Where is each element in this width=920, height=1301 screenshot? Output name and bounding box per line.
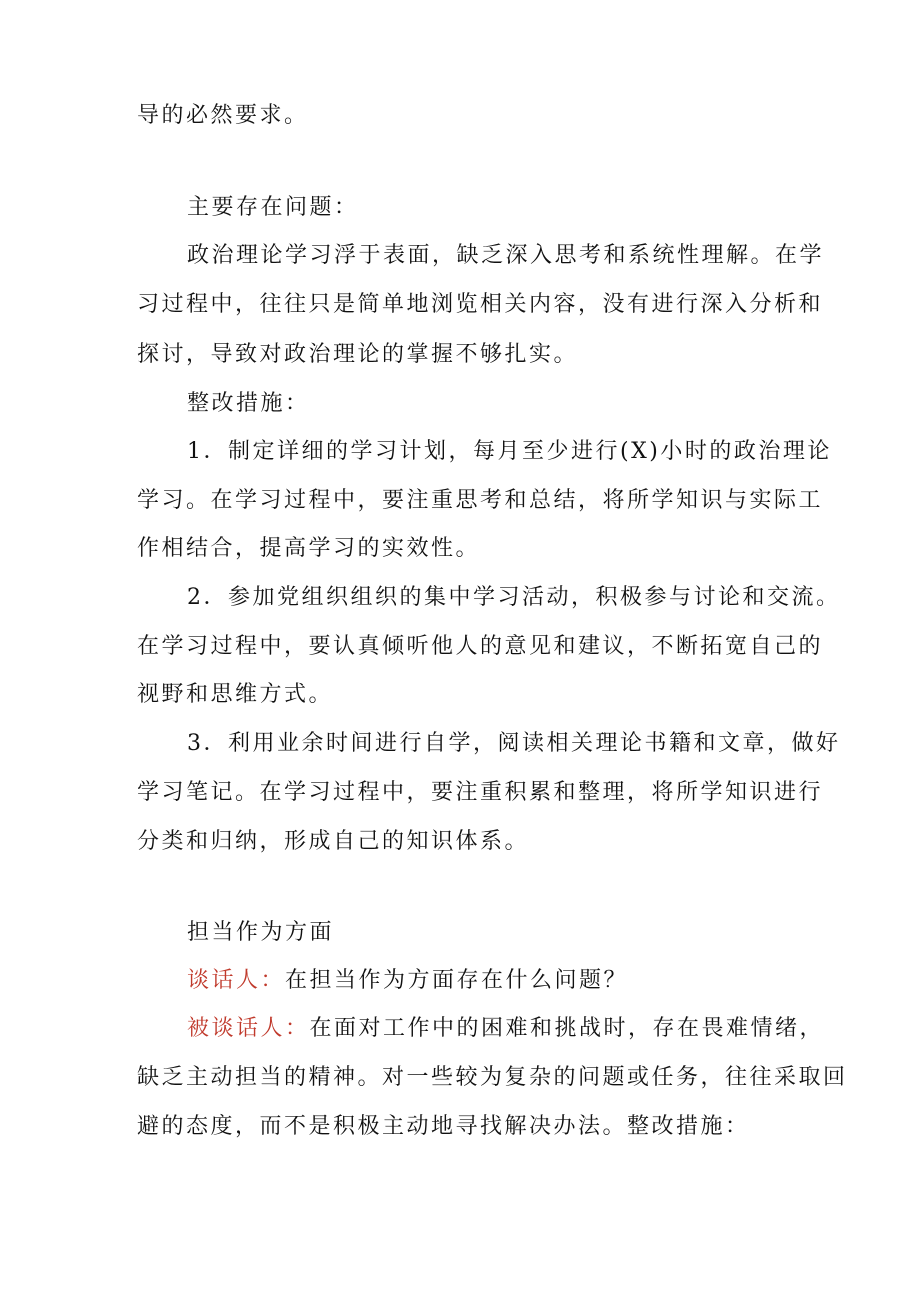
text-line: 在学习过程中，要认真倾听他人的意见和建议，不断拓宽自己的 [137,634,824,659]
qa-interviewee-line [187,1014,824,1044]
section-heading-measures: 整改措施： [187,391,310,416]
text-line: 作相结合，提高学习的实效性。 [137,536,481,561]
list-item-2: 2．参加党组织组织的集中学习活动，积极参与讨论和交流。 [187,585,841,610]
text-line: 导的必然要求。 [137,103,309,128]
text-line: 习过程中，往往只是简单地浏览相关内容，没有进行深入分析和 [137,292,824,317]
text-line: 分类和归纳，形成自己的知识体系。 [137,829,530,854]
interviewee-label: 被谈话人： [187,1016,310,1041]
list-item-3: 3．利用业余时间进行自学，阅读相关理论书籍和文章，做好 [187,731,841,756]
interviewer-label: 谈话人： [187,968,286,993]
qa-interviewer-line [187,966,628,996]
text-line: 视野和思维方式。 [137,682,334,707]
text-line: 学习。在学习过程中，要注重思考和总结，将所学知识与实际工 [137,488,824,513]
text-line: 政治理论学习浮于表面，缺乏深入思考和系统性理解。在学 [187,243,825,268]
section-heading-responsibility: 担当作为方面 [187,920,335,945]
text-line: 学习笔记。在学习过程中，要注重积累和整理，将所学知识进行 [137,780,824,805]
text-line: 避的态度，而不是积极主动地寻找解决办法。整改措施： [137,1114,750,1139]
text-line: 探讨，导致对政治理论的掌握不够扎实。 [137,342,579,367]
interviewee-answer: 在面对工作中的困难和挑战时，存在畏难情绪， [309,1016,825,1041]
section-heading-problems: 主要存在问题： [187,195,359,220]
text-line: 缺乏主动担当的精神。对一些较为复杂的问题或任务，往往采取回 [137,1065,848,1090]
list-item-1: 1．制定详细的学习计划，每月至少进行(X)小时的政治理论 [187,439,832,464]
interviewer-question: 在担当作为方面存在什么问题？ [285,968,629,993]
